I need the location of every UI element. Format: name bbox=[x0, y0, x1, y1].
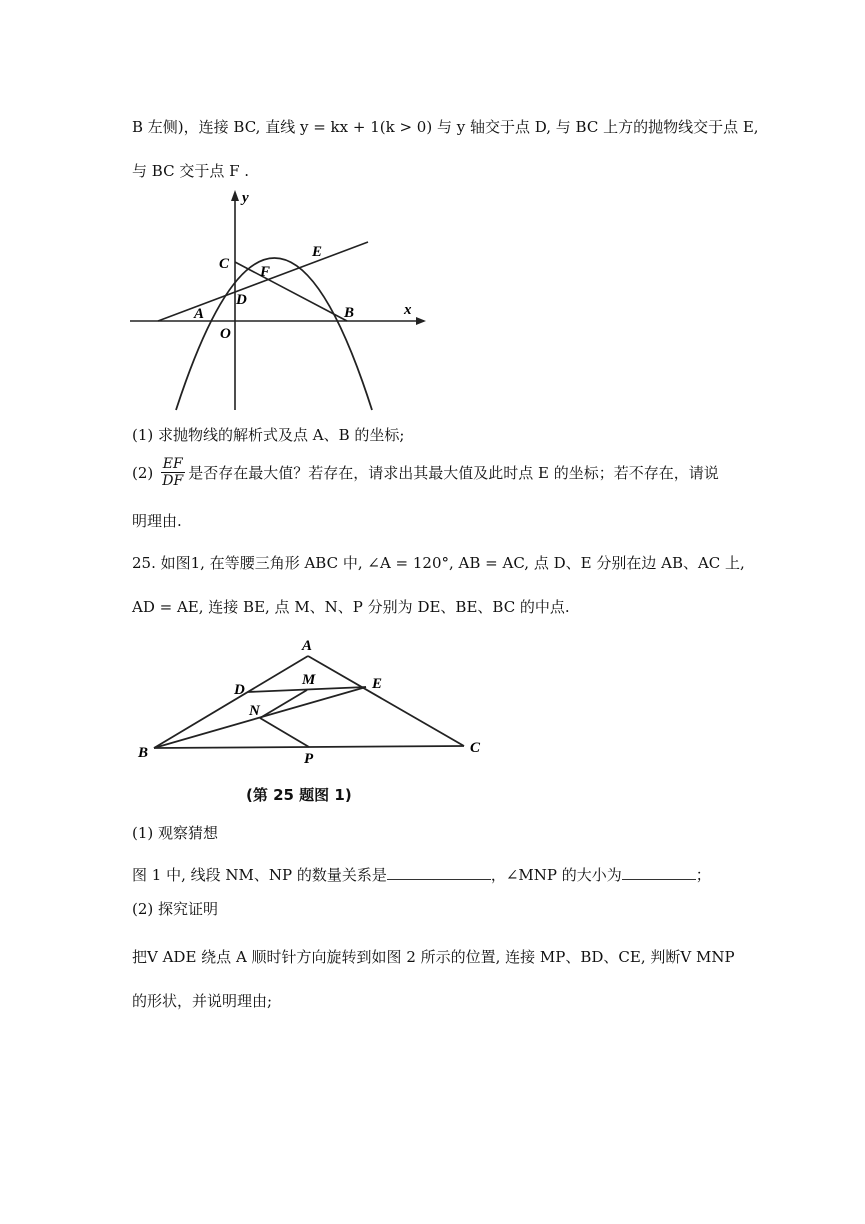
answer-blank-1[interactable] bbox=[387, 865, 491, 880]
parabola-figure bbox=[128, 186, 433, 414]
q2-fraction bbox=[160, 456, 185, 489]
q2-fraction-bottom: DF bbox=[162, 473, 184, 489]
q2-fraction-top: EF bbox=[162, 456, 183, 472]
p25-line2: AD = AE, 连接 BE, 点 M、N、P 分别为 DE、BE、BC 的中点. bbox=[132, 598, 570, 616]
p24-question1: (1) 求抛物线的解析式及点 A、B 的坐标; bbox=[132, 426, 405, 444]
label-m: M bbox=[302, 672, 316, 688]
p24-line2: 与 BC 交于点 F . bbox=[132, 162, 250, 180]
triangle-figure bbox=[132, 636, 502, 776]
label-n: N bbox=[249, 703, 260, 719]
answer-blank-2[interactable] bbox=[622, 865, 696, 880]
label-d: D bbox=[236, 292, 247, 308]
part1-text-c: ； bbox=[695, 866, 711, 884]
label-b2: B bbox=[138, 745, 149, 761]
label-c2: C bbox=[470, 740, 481, 756]
p24-question2 bbox=[132, 456, 719, 489]
label-a2: A bbox=[302, 638, 313, 654]
p25-line1: 25. 如图1, 在等腰三角形 ABC 中, ∠A = 120°, AB = AC, 点 D、E 分别在边 AB、AC 上, bbox=[132, 554, 745, 572]
label-b: B bbox=[344, 305, 355, 321]
label-d2: D bbox=[234, 682, 245, 698]
parabola-curve bbox=[176, 258, 372, 410]
label-a: A bbox=[194, 306, 205, 322]
figure-caption: (第 25 题图 1) bbox=[246, 786, 352, 804]
p25-part2-title: (2) 探究证明 bbox=[132, 900, 219, 918]
q2-text: 是否存在最大值？若存在，请求出其最大值及此时点 E 的坐标；若不存在，请说 bbox=[188, 464, 719, 482]
label-o: O bbox=[220, 326, 231, 342]
label-e: E bbox=[312, 244, 323, 260]
segment-nm bbox=[260, 690, 307, 718]
q2-number: (2) bbox=[132, 463, 154, 482]
label-p: P bbox=[304, 751, 314, 767]
segment-ac bbox=[308, 656, 464, 746]
label-y: y bbox=[242, 190, 249, 206]
x-axis-arrow bbox=[416, 317, 426, 325]
p25-part1-text bbox=[132, 864, 711, 885]
p24-question2-cont: 明理由. bbox=[132, 512, 182, 530]
segment-ab bbox=[154, 656, 308, 748]
p25-part2-line2: 的形状，并说明理由; bbox=[132, 992, 273, 1010]
p25-part2-line1: 把V ADE 绕点 A 顺时针方向旋转到如图 2 所示的位置, 连接 MP、BD、CE, 判断V MNP bbox=[132, 948, 735, 966]
label-f: F bbox=[260, 264, 271, 280]
line-ad-e bbox=[158, 242, 368, 321]
label-x: x bbox=[404, 302, 412, 318]
label-c: C bbox=[219, 256, 230, 272]
part1-text-a: 图 1 中, 线段 NM、NP 的数量关系是 bbox=[132, 866, 387, 884]
part1-text-b: ，∠MNP 的大小为 bbox=[490, 866, 622, 884]
p24-line1: B 左侧)，连接 BC, 直线 y = kx + 1(k > 0) 与 y 轴交于点 D, 与 BC 上方的抛物线交于点 E, bbox=[132, 118, 759, 136]
label-e2: E bbox=[372, 676, 383, 692]
segment-np bbox=[260, 718, 309, 747]
y-axis-arrow bbox=[231, 190, 239, 201]
p25-part1-title: (1) 观察猜想 bbox=[132, 824, 219, 842]
